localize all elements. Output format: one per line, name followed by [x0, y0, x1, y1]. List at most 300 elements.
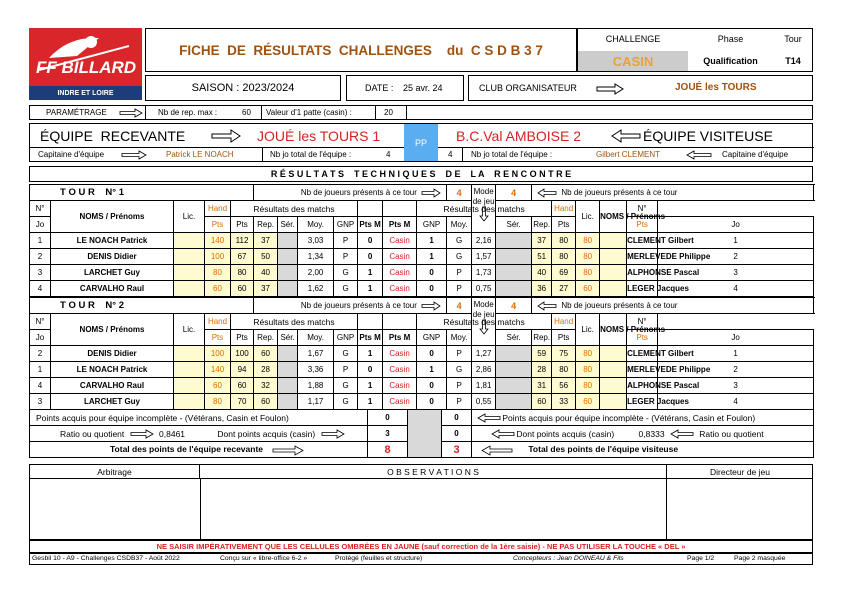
away-incomplete-label: Points acquis pour équipe incomplète - (Vétérans, Casin et Foulon) — [502, 412, 756, 423]
away-licence-cell[interactable] — [600, 346, 627, 362]
home-reprises: 40 — [254, 265, 278, 281]
away-moyenne: 2,16 — [472, 233, 496, 249]
away-serie — [496, 378, 532, 394]
home-captain: Patrick LE NOACH — [166, 150, 234, 159]
footer-hidden-page: Page 2 masquée — [734, 555, 786, 562]
col-lic: Lic. — [174, 201, 205, 233]
home-gnp: P — [334, 233, 358, 249]
match-row — [30, 394, 814, 410]
home-points: 80 — [231, 265, 254, 281]
away-ratio-label: Ratio ou quotient — [699, 428, 764, 439]
col-no: N° — [627, 314, 658, 330]
col-ser: Sér. — [278, 217, 298, 233]
away-match-points: 0 — [417, 394, 447, 410]
home-total: 4 — [386, 150, 391, 159]
home-player-name: LE NOACH Patrick — [51, 233, 174, 249]
away-serie — [496, 362, 532, 378]
col-pts: Pts — [231, 330, 254, 346]
home-points: 70 — [231, 394, 254, 410]
logo-subtitle: INDRE ET LOIRE — [29, 86, 142, 100]
home-team-name: JOUÉ les TOURS 1 — [257, 128, 381, 144]
home-casin: 3 — [368, 426, 408, 442]
home-match-points: 0 — [358, 362, 383, 378]
away-gnp: G — [447, 233, 472, 249]
col-no: N° — [30, 314, 51, 330]
params-row — [29, 105, 813, 120]
arrow-left-icon — [492, 430, 514, 438]
away-captain: Gilbert CLEMENT — [596, 150, 661, 159]
col-pts: Pts — [552, 217, 576, 233]
col-lic: Lic. — [174, 314, 205, 346]
arrow-right-icon — [597, 84, 623, 94]
away-reprises: 59 — [532, 346, 552, 362]
away-match-points: 0 — [417, 281, 447, 297]
home-player-no: 4 — [30, 378, 51, 394]
away-player-no: 3 — [658, 265, 814, 281]
home-player-name: LARCHET Guy — [51, 394, 174, 410]
game-mode: Casin — [383, 233, 417, 249]
home-match-points: 1 — [358, 281, 383, 297]
away-handicap: 80 — [576, 346, 600, 362]
home-reprises: 37 — [254, 233, 278, 249]
home-licence-cell[interactable] — [174, 281, 205, 297]
home-handicap[interactable]: 60 — [205, 281, 231, 297]
arrow-left-icon — [482, 446, 512, 455]
away-serie — [496, 281, 532, 297]
away-handicap: 80 — [576, 233, 600, 249]
col-results: Résultats des matchs — [231, 314, 358, 330]
home-incomplete: 0 — [368, 410, 408, 426]
arrow-left-icon — [538, 189, 556, 197]
away-gnp: G — [447, 249, 472, 265]
challenge-value: CASIN — [578, 51, 688, 71]
away-casin-label: Dont points acquis (casin) — [516, 428, 615, 439]
challenge-box — [577, 28, 813, 72]
match-row — [30, 249, 814, 265]
col-names: NOMS / Prénoms — [51, 201, 174, 233]
game-mode: Casin — [383, 249, 417, 265]
col-results: Résultats des matchs — [231, 201, 358, 217]
away-moyenne: 1,81 — [472, 378, 496, 394]
home-player-no: 2 — [30, 249, 51, 265]
col-names: NOMS / Prénoms — [600, 314, 627, 346]
mode-label: Mode — [473, 187, 494, 196]
footer-authors: Concepteurs : Jean DOINEAU & Fils — [513, 555, 624, 562]
home-points: 100 — [231, 346, 254, 362]
footer-software: Conçu sur « libre-office 6-2 » — [220, 555, 308, 562]
away-reprises: 36 — [532, 281, 552, 297]
home-match-points: 0 — [358, 249, 383, 265]
home-points: 112 — [231, 233, 254, 249]
away-player-name: ALPHONSE Pascal — [627, 265, 658, 281]
away-moyenne: 1,73 — [472, 265, 496, 281]
results-title: R É S U L T A T S T E C H N I Q U E S D E L A R E N C O N T R E — [29, 166, 813, 182]
home-present-label: Nb de joueurs présents à ce tour — [300, 301, 417, 310]
col-ptsm: Pts M — [383, 330, 417, 346]
away-player-name: MERLEVEDE Philippe — [627, 249, 658, 265]
home-player-no: 3 — [30, 265, 51, 281]
home-serie — [278, 233, 298, 249]
warning-banner: NE SAISIR IMPÉRATIVEMENT QUE LES CELLULES OMBRÉES EN JAUNE (sauf correction de la 1ère saisie) - NE PAS UTILISER LA TOUCHE « DEL » — [29, 540, 813, 553]
arrow-right-icon — [120, 109, 142, 117]
col-hand-pts: Pts — [627, 217, 658, 233]
away-licence-cell[interactable] — [600, 265, 627, 281]
game-mode: Casin — [383, 362, 417, 378]
away-gnp: P — [447, 378, 472, 394]
de-jeu-label: de jeu — [472, 310, 495, 319]
arrow-left-icon — [478, 414, 500, 422]
away-match-points: 1 — [417, 233, 447, 249]
away-points: 80 — [552, 362, 576, 378]
home-present-count: 4 — [447, 185, 472, 201]
arrow-right-icon — [422, 189, 440, 197]
away-player-no: 4 — [658, 281, 814, 297]
away-total-label: Nb jo total de l'équipe : — [471, 150, 553, 159]
away-reprises: 60 — [532, 394, 552, 410]
arrow-left-icon — [671, 430, 693, 438]
footer-protection: Protégé (feuilles et structure) — [335, 555, 423, 562]
col-moy: Moy. — [298, 330, 334, 346]
game-mode: Casin — [383, 378, 417, 394]
away-moyenne: 0,55 — [472, 394, 496, 410]
home-handicap[interactable]: 100 — [205, 249, 231, 265]
home-gnp: G — [334, 346, 358, 362]
season: SAISON : 2023/2024 — [145, 75, 341, 101]
home-points: 60 — [231, 281, 254, 297]
col-moy: Moy. — [298, 217, 334, 233]
away-reprises: 40 — [532, 265, 552, 281]
home-handicap[interactable]: 60 — [205, 378, 231, 394]
match-row — [30, 233, 814, 249]
away-player-no: 3 — [658, 378, 814, 394]
away-present-count: 4 — [496, 298, 532, 314]
away-match-points: 0 — [417, 265, 447, 281]
home-total-points: 8 — [368, 442, 408, 458]
away-player-no: 1 — [658, 233, 814, 249]
home-licence-cell[interactable] — [174, 249, 205, 265]
away-handicap: 60 — [576, 281, 600, 297]
home-player-no: 4 — [30, 281, 51, 297]
home-points: 67 — [231, 249, 254, 265]
col-lic: Lic. — [576, 201, 600, 233]
away-licence-cell[interactable] — [600, 378, 627, 394]
footer-page: Page 1/2 — [687, 555, 715, 562]
col-hand-pts: Pts — [205, 330, 231, 346]
away-serie — [496, 346, 532, 362]
away-match-points: 1 — [417, 249, 447, 265]
sheet-title: FICHE DE RÉSULTATS CHALLENGES du C S D B 3 7 — [145, 28, 577, 72]
tour-table — [29, 184, 814, 297]
col-pts: Pts — [552, 330, 576, 346]
away-present-label: Nb de joueurs présents à ce tour — [561, 188, 678, 197]
col-gnp: GNP — [417, 330, 447, 346]
away-captain-label: Capitaine d'équipe — [722, 150, 789, 159]
col-jo: Jo — [30, 330, 51, 346]
home-licence-cell[interactable] — [174, 233, 205, 249]
home-serie — [278, 265, 298, 281]
arrow-right-icon — [131, 430, 153, 438]
home-ratio: 0,8461 — [159, 428, 186, 439]
game-mode: Casin — [383, 281, 417, 297]
col-rep: Rep. — [532, 217, 552, 233]
away-ratio: 0,8333 — [638, 428, 665, 439]
away-serie — [496, 249, 532, 265]
home-captain-label: Capitaine d'équipe — [38, 150, 105, 159]
home-licence-cell[interactable] — [174, 265, 205, 281]
col-names: NOMS / Prénoms — [600, 201, 627, 233]
home-player-name: LE NOACH Patrick — [51, 362, 174, 378]
arrow-left-icon — [612, 130, 640, 142]
match-row — [30, 265, 814, 281]
tour-label: T O U R N° 2 — [30, 298, 254, 314]
col-results: Résultats des matchs — [417, 201, 552, 217]
away-points: 69 — [552, 265, 576, 281]
home-serie — [278, 281, 298, 297]
arrow-right-icon — [322, 430, 344, 438]
date-box — [346, 75, 464, 101]
home-player-no: 2 — [30, 346, 51, 362]
phase-value: Qualification — [703, 56, 758, 66]
home-handicap[interactable]: 140 — [205, 233, 231, 249]
away-casin: 0 — [442, 426, 472, 442]
col-ptsm: Pts M — [358, 330, 383, 346]
home-gnp: G — [334, 378, 358, 394]
patte-value: 20 — [384, 108, 393, 117]
match-row — [30, 281, 814, 297]
home-player-name: LARCHET Guy — [51, 265, 174, 281]
home-casin-label: Dont points acquis (casin) — [217, 428, 316, 439]
home-serie — [278, 378, 298, 394]
col-moy: Moy. — [447, 330, 472, 346]
match-row — [30, 378, 814, 394]
away-total-points-label: Total des points de l'équipe visiteuse — [528, 444, 679, 455]
ffb-logo — [29, 28, 142, 100]
away-match-points: 0 — [417, 346, 447, 362]
away-gnp: P — [447, 281, 472, 297]
home-reprises: 28 — [254, 362, 278, 378]
home-licence-cell[interactable] — [174, 394, 205, 410]
arrow-right-icon — [212, 130, 240, 142]
away-handicap: 60 — [576, 394, 600, 410]
home-serie — [278, 249, 298, 265]
away-points: 56 — [552, 378, 576, 394]
home-gnp: P — [334, 362, 358, 378]
game-mode: Casin — [383, 346, 417, 362]
home-player-no: 1 — [30, 233, 51, 249]
col-gnp: GNP — [334, 217, 358, 233]
away-player-name: LEGER Jacques — [627, 394, 658, 410]
col-gnp: GNP — [334, 330, 358, 346]
away-player-no: 1 — [658, 346, 814, 362]
away-handicap: 80 — [576, 378, 600, 394]
away-handicap: 80 — [576, 249, 600, 265]
home-reprises: 60 — [254, 346, 278, 362]
tour-label: Tour — [784, 34, 802, 44]
home-licence-cell[interactable] — [174, 362, 205, 378]
away-licence-cell[interactable] — [600, 362, 627, 378]
away-moyenne: 2,86 — [472, 362, 496, 378]
arrow-right-icon — [122, 151, 146, 159]
max-rep-value: 60 — [242, 108, 251, 117]
home-reprises: 32 — [254, 378, 278, 394]
away-player-no: 2 — [658, 362, 814, 378]
club-value: JOUÉ les TOURS — [675, 82, 757, 93]
match-row — [30, 346, 814, 362]
col-moy: Moy. — [447, 217, 472, 233]
col-hand-pts: Pts — [627, 330, 658, 346]
home-team-label: ÉQUIPE RECEVANTE — [40, 128, 186, 144]
col-jo: Jo — [30, 217, 51, 233]
away-points: 80 — [552, 233, 576, 249]
home-player-name: CARVALHO Raul — [51, 281, 174, 297]
home-moyenne: 2,00 — [298, 265, 334, 281]
home-moyenne: 3,03 — [298, 233, 334, 249]
col-hand: Hand — [552, 201, 576, 217]
game-mode: Casin — [383, 394, 417, 410]
home-licence-cell[interactable] — [174, 378, 205, 394]
home-gnp: G — [334, 265, 358, 281]
away-moyenne: 0,75 — [472, 281, 496, 297]
home-handicap[interactable]: 80 — [205, 394, 231, 410]
date-value: 25 avr. 24 — [403, 83, 443, 93]
pp-badge: PP — [404, 124, 438, 161]
col-rep: Rep. — [254, 217, 278, 233]
home-licence-cell[interactable] — [174, 346, 205, 362]
home-player-no: 1 — [30, 362, 51, 378]
observations-label: O B S E R V A T I O N S — [200, 465, 666, 479]
home-serie — [278, 346, 298, 362]
away-player-name: MERLEVEDE Philippe — [627, 362, 658, 378]
tour-table — [29, 297, 814, 410]
col-results: Résultats des matchs — [417, 314, 552, 330]
club-box — [468, 75, 813, 101]
col-no: N° — [627, 201, 658, 217]
away-gnp: P — [447, 265, 472, 281]
home-moyenne: 1,88 — [298, 378, 334, 394]
away-serie — [496, 265, 532, 281]
col-lic: Lic. — [576, 314, 600, 346]
away-licence-cell[interactable] — [600, 233, 627, 249]
home-points: 94 — [231, 362, 254, 378]
col-ser: Sér. — [278, 330, 298, 346]
col-ptsm: Pts M — [383, 217, 417, 233]
arrow-right-icon — [422, 302, 440, 310]
logo-text: FF BILLARD — [35, 58, 137, 77]
home-handicap[interactable]: 140 — [205, 362, 231, 378]
home-player-name: DENIS Didier — [51, 346, 174, 362]
away-licence-cell[interactable] — [600, 281, 627, 297]
home-handicap[interactable]: 100 — [205, 346, 231, 362]
col-jo: Jo — [658, 217, 814, 233]
away-team-label: ÉQUIPE VISITEUSE — [643, 128, 773, 144]
away-gnp: P — [447, 394, 472, 410]
home-reprises: 37 — [254, 281, 278, 297]
home-match-points: 1 — [358, 346, 383, 362]
away-player-name: CLEMENT Gilbert — [627, 346, 658, 362]
match-row — [30, 362, 814, 378]
home-present-label: Nb de joueurs présents à ce tour — [300, 188, 417, 197]
col-names: NOMS / Prénoms — [51, 314, 174, 346]
away-moyenne: 1,57 — [472, 249, 496, 265]
home-points: 60 — [231, 378, 254, 394]
arrow-left-icon — [687, 151, 711, 159]
away-present-label: Nb de joueurs présents à ce tour — [561, 301, 678, 310]
away-match-points: 1 — [417, 362, 447, 378]
home-moyenne: 3,36 — [298, 362, 334, 378]
home-total-label: Nb jo total de l'équipe : — [270, 150, 352, 159]
away-moyenne: 1,27 — [472, 346, 496, 362]
mode-label: Mode — [473, 300, 494, 309]
away-reprises: 31 — [532, 378, 552, 394]
arrow-right-icon — [273, 446, 303, 455]
col-hand: Hand — [552, 314, 576, 330]
away-gnp: G — [447, 362, 472, 378]
home-moyenne: 1,67 — [298, 346, 334, 362]
home-gnp: G — [334, 394, 358, 410]
home-gnp: P — [334, 249, 358, 265]
patte-label: Valeur d'1 patte (casin) : — [266, 108, 352, 117]
col-jo: Jo — [658, 330, 814, 346]
home-handicap[interactable]: 80 — [205, 265, 231, 281]
club-label: CLUB ORGANISATEUR — [479, 83, 577, 93]
home-serie — [278, 362, 298, 378]
arbitrage-label: Arbitrage — [30, 465, 200, 479]
home-match-points: 0 — [358, 233, 383, 249]
col-no: N° — [30, 201, 51, 217]
home-ratio-label: Ratio ou quotient — [60, 428, 125, 439]
away-handicap: 80 — [576, 265, 600, 281]
home-match-points: 1 — [358, 394, 383, 410]
away-serie — [496, 233, 532, 249]
away-licence-cell[interactable] — [600, 249, 627, 265]
away-licence-cell[interactable] — [600, 394, 627, 410]
home-reprises: 50 — [254, 249, 278, 265]
away-points: 27 — [552, 281, 576, 297]
away-points: 80 — [552, 249, 576, 265]
away-handicap: 80 — [576, 362, 600, 378]
col-hand-pts: Pts — [205, 217, 231, 233]
away-player-no: 2 — [658, 249, 814, 265]
col-ser: Sér. — [496, 330, 532, 346]
home-moyenne: 1,17 — [298, 394, 334, 410]
home-moyenne: 1,62 — [298, 281, 334, 297]
away-reprises: 37 — [532, 233, 552, 249]
away-gnp: P — [447, 346, 472, 362]
game-mode: Casin — [383, 265, 417, 281]
away-player-name: CLEMENT Gilbert — [627, 233, 658, 249]
tour-label: T O U R N° 1 — [30, 185, 254, 201]
home-reprises: 60 — [254, 394, 278, 410]
away-match-points: 0 — [417, 378, 447, 394]
home-player-name: CARVALHO Raul — [51, 378, 174, 394]
home-player-name: DENIS Didier — [51, 249, 174, 265]
home-present-count: 4 — [447, 298, 472, 314]
challenge-label: CHALLENGE — [605, 34, 661, 44]
away-player-no: 4 — [658, 394, 814, 410]
footer-version: Gesbil 10 - A9 - Challenges CSDB37 - Août 2022 — [32, 555, 180, 562]
home-gnp: G — [334, 281, 358, 297]
away-reprises: 51 — [532, 249, 552, 265]
away-total-points: 3 — [442, 442, 472, 458]
footer — [29, 553, 813, 565]
away-reprises: 28 — [532, 362, 552, 378]
observations-block — [29, 464, 813, 540]
phase-label: Phase — [717, 34, 744, 44]
col-rep: Rep. — [254, 330, 278, 346]
away-present-count: 4 — [496, 185, 532, 201]
away-points: 33 — [552, 394, 576, 410]
col-gnp: GNP — [417, 217, 447, 233]
